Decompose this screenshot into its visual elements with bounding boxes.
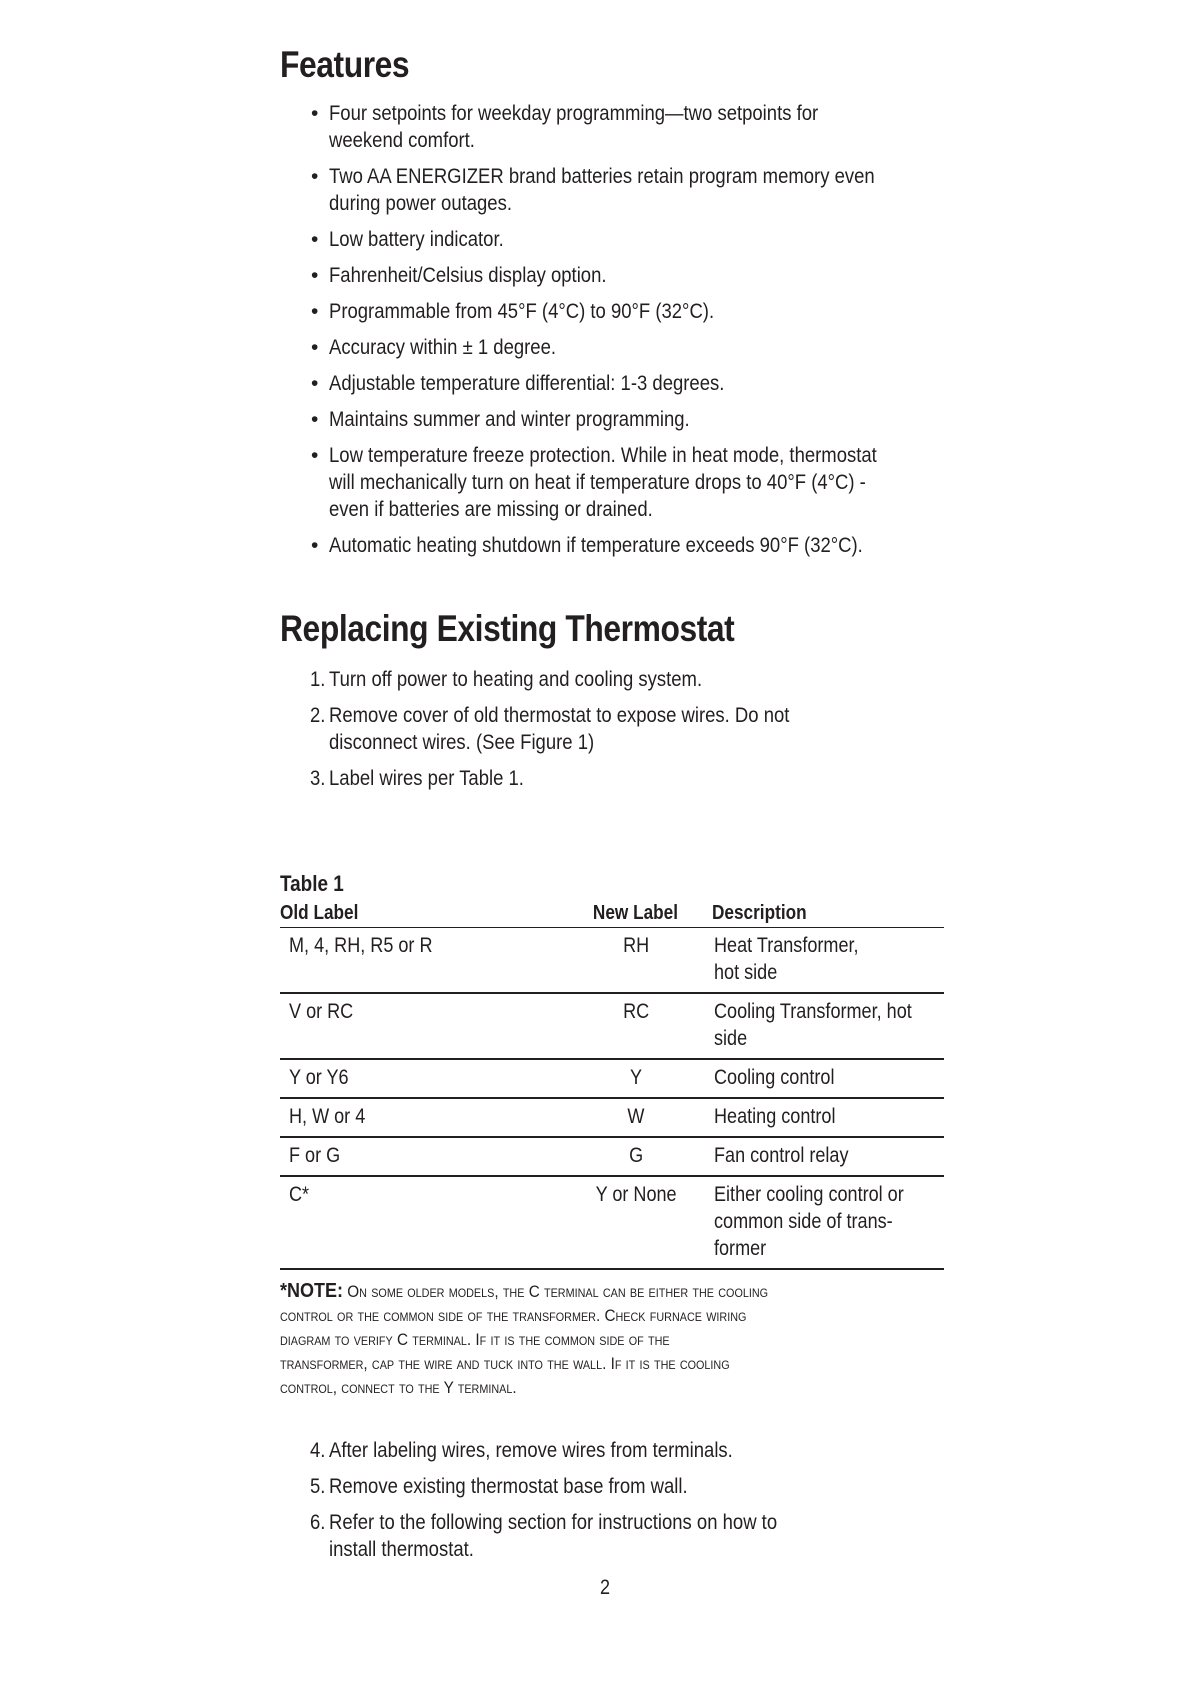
steps-list-first [280, 666, 945, 801]
feature-item [280, 100, 945, 154]
old-label-cell: V or RC [280, 993, 559, 1059]
table-title: Table 1 [280, 871, 344, 896]
old-label-cell: H, W or 4 [280, 1098, 559, 1137]
note-line: transformer, cap the wire and tuck into the wall. If it is the cooling [280, 1354, 730, 1373]
bullet-icon: • [311, 165, 319, 188]
table-row [280, 993, 944, 1059]
feature-text-line: Two AA ENERGIZER brand batteries retain program memory even [329, 164, 875, 188]
description-cell: Cooling Transformer, hot side [712, 993, 944, 1059]
step-number: 5. [310, 1474, 326, 1498]
step-text-line: Turn off power to heating and cooling system. [329, 667, 703, 691]
feature-text-line: Maintains summer and winter programming. [329, 407, 690, 431]
step-item [280, 702, 945, 756]
bullet-icon: • [311, 228, 319, 251]
bullet-icon: • [311, 300, 319, 323]
step-text-line: Refer to the following section for instructions on how to [329, 1510, 778, 1534]
description-cell: Fan control relay [712, 1137, 944, 1176]
table-row [280, 1176, 944, 1269]
step-text-line: Label wires per Table 1. [329, 766, 524, 790]
description-cell: Heat Transformer, hot side [712, 928, 944, 994]
description-cell: Cooling control [712, 1059, 944, 1098]
step-number: 1. [310, 667, 326, 691]
step-number: 6. [310, 1510, 326, 1534]
bullet-icon: • [311, 534, 319, 557]
description-cell: Heating control [712, 1098, 944, 1137]
feature-text-line: weekend comfort. [329, 128, 475, 152]
header-new-label: New Label [559, 900, 712, 928]
header-old-label: Old Label [280, 900, 559, 928]
feature-item [280, 406, 945, 433]
note-label: *NOTE: [280, 1280, 343, 1302]
bullet-icon: • [311, 408, 319, 431]
feature-item [280, 442, 945, 523]
features-list [280, 100, 945, 568]
step-item [280, 1473, 945, 1500]
step-item [280, 666, 945, 693]
old-label-cell: F or G [280, 1137, 559, 1176]
bullet-icon: • [311, 102, 319, 125]
header-description: Description [712, 900, 944, 928]
feature-item [280, 370, 945, 397]
feature-text-line: Adjustable temperature differential: 1-3 degrees. [329, 371, 725, 395]
old-label-cell: C* [280, 1176, 559, 1269]
step-text-line: Remove existing thermostat base from wall. [329, 1474, 688, 1498]
feature-item [280, 334, 945, 361]
bullet-icon: • [311, 372, 319, 395]
new-label-cell: W [559, 1098, 712, 1137]
replacing-heading: Replacing Existing Thermostat [280, 608, 735, 649]
note-line: *NOTE: On some older models, the C terminal can be either the cooling [280, 1280, 769, 1302]
description-cell: Either cooling control or common side of trans- former [712, 1176, 944, 1269]
feature-text-line: will mechanically turn on heat if temperature drops to 40°F (4°C) - [329, 470, 866, 494]
old-label-cell: M, 4, RH, R5 or R [280, 928, 559, 994]
feature-text-line: Four setpoints for weekday programming—two setpoints for [329, 101, 819, 125]
steps-list-second [280, 1437, 945, 1572]
step-number: 3. [310, 766, 326, 790]
new-label-cell: Y or None [559, 1176, 712, 1269]
bullet-icon: • [311, 264, 319, 287]
note-block [280, 1279, 945, 1400]
table-header-row [280, 900, 944, 928]
feature-item [280, 163, 945, 217]
feature-text-line: Accuracy within ± 1 degree. [329, 335, 556, 359]
new-label-cell: RH [559, 928, 712, 994]
bullet-icon: • [311, 336, 319, 359]
feature-item [280, 298, 945, 325]
step-number: 2. [310, 703, 326, 727]
feature-text-line: Low temperature freeze protection. While in heat mode, thermostat [329, 443, 877, 467]
new-label-cell: Y [559, 1059, 712, 1098]
step-text-line: install thermostat. [329, 1537, 474, 1561]
features-heading: Features [280, 44, 410, 85]
bullet-icon: • [311, 444, 319, 467]
wiring-table [280, 900, 944, 1270]
feature-text-line: even if batteries are missing or drained. [329, 497, 653, 521]
feature-item [280, 262, 945, 289]
page-number: 2 [600, 1576, 611, 1599]
table-row [280, 1137, 944, 1176]
table-row [280, 1059, 944, 1098]
step-text-line: Remove cover of old thermostat to expose wires. Do not [329, 703, 790, 727]
old-label-cell: Y or Y6 [280, 1059, 559, 1098]
feature-item [280, 226, 945, 253]
note-line: control, connect to the Y terminal. [280, 1378, 517, 1397]
feature-text-line: Automatic heating shutdown if temperature exceeds 90°F (32°C). [329, 533, 863, 557]
table-row [280, 928, 944, 994]
step-text-line: disconnect wires. (See Figure 1) [329, 730, 595, 754]
feature-text-line: during power outages. [329, 191, 512, 215]
new-label-cell: G [559, 1137, 712, 1176]
step-number: 4. [310, 1438, 326, 1462]
step-text-line: After labeling wires, remove wires from terminals. [329, 1438, 733, 1462]
feature-text-line: Fahrenheit/Celsius display option. [329, 263, 607, 287]
feature-text-line: Programmable from 45°F (4°C) to 90°F (32°C). [329, 299, 715, 323]
table-row [280, 1098, 944, 1137]
step-item [280, 765, 945, 792]
feature-item [280, 532, 945, 559]
note-line: control or the common side of the transformer. Check furnace wiring [280, 1306, 747, 1325]
note-line: diagram to verify C terminal. If it is the common side of the [280, 1330, 670, 1349]
feature-text-line: Low battery indicator. [329, 227, 504, 251]
step-item [280, 1509, 945, 1563]
step-item [280, 1437, 945, 1464]
new-label-cell: RC [559, 993, 712, 1059]
